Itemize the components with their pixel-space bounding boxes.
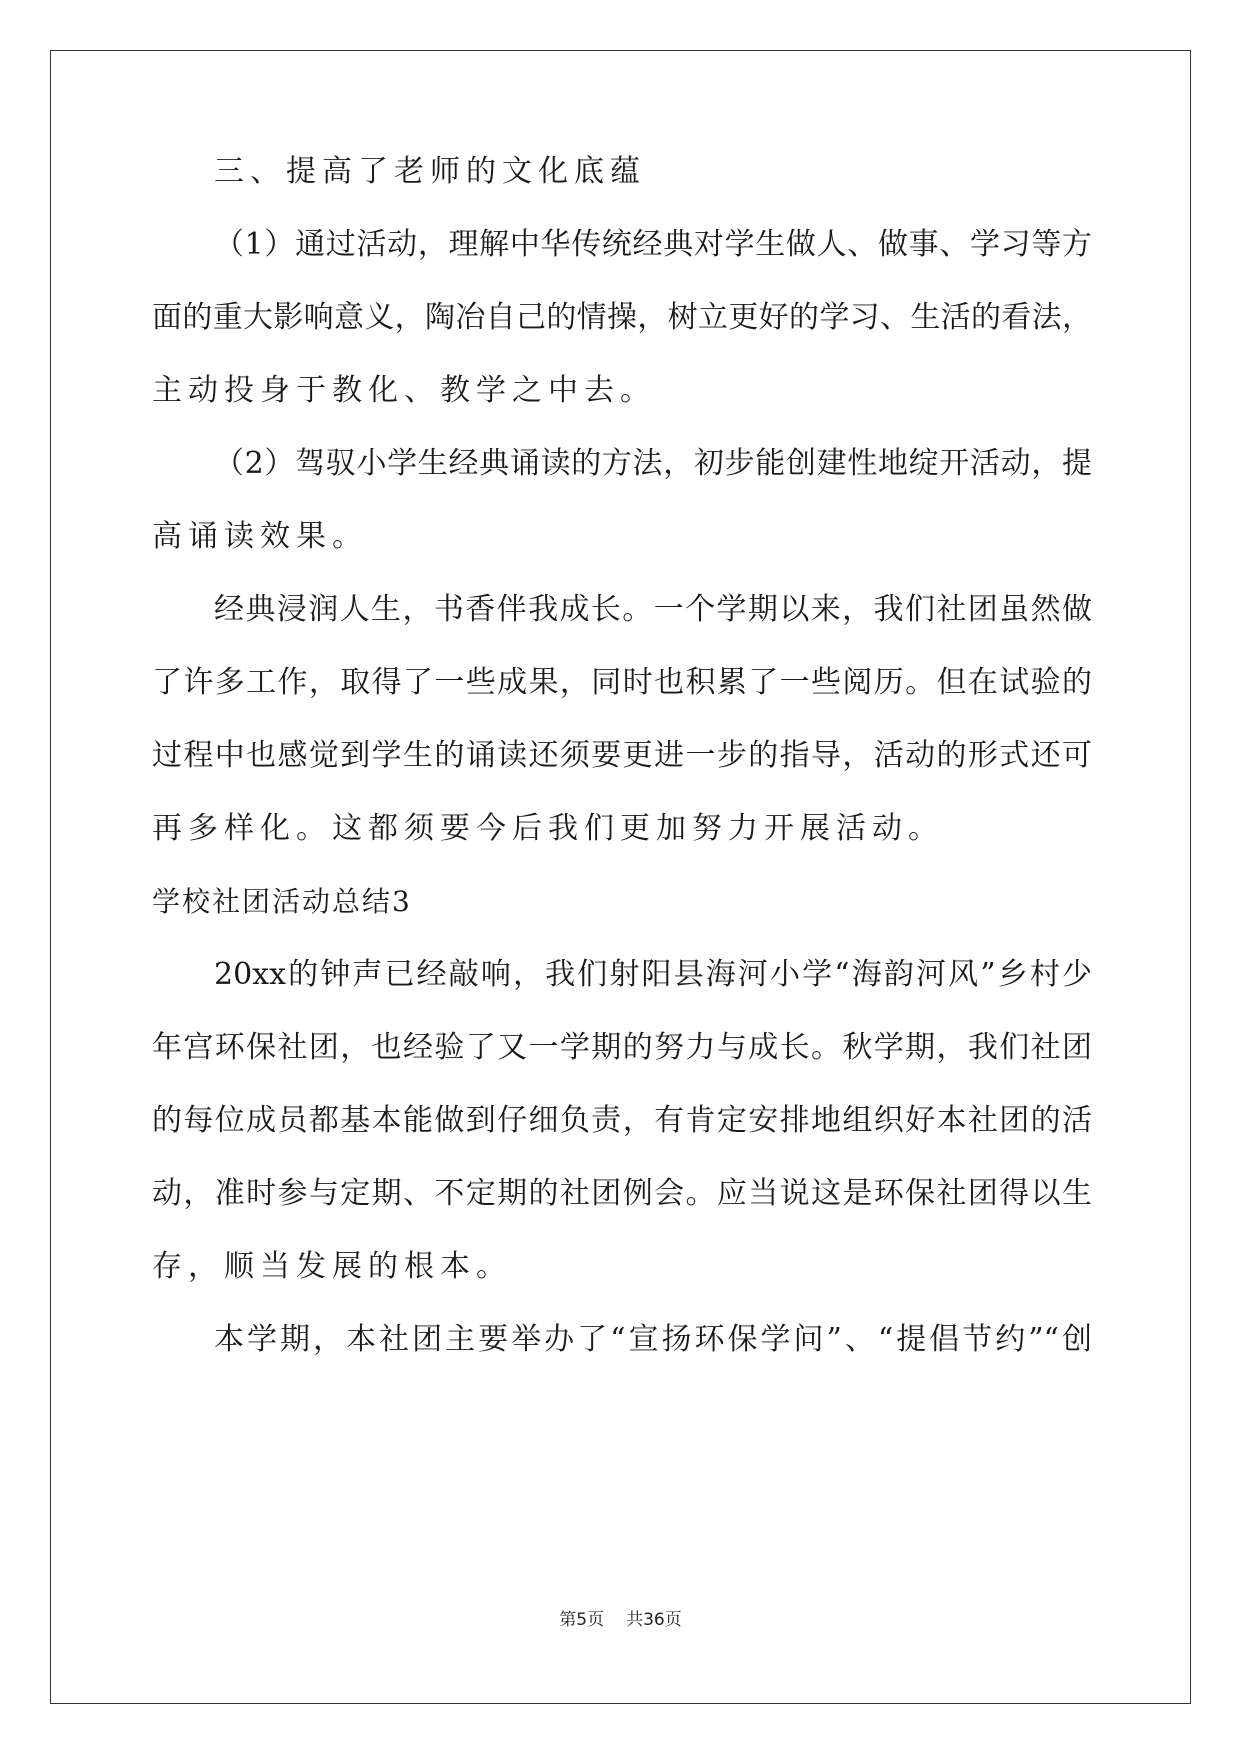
paragraph-line: 本学期，本社团主要举办了“宣扬环保学问”、“提倡节约”“创 — [214, 1322, 1092, 1357]
paragraph-line: （2）驾驭小学生经典诵读的方法，初步能创建性地绽开活动，提 — [214, 446, 1092, 481]
section-title: 学校社团活动总结3 — [152, 885, 412, 918]
paragraph-line: 的每位成员都基本能做到仔细负责，有肯定安排地组织好本社团的活 — [152, 1103, 1092, 1138]
paragraph-line: 动，准时参与定期、不定期的社团例会。应当说这是环保社团得以生 — [152, 1176, 1092, 1211]
paragraph-line: 20xx的钟声已经敲响，我们射阳县海河小学“海韵河风”乡村少 — [214, 957, 1092, 992]
page-footer — [0, 1608, 1241, 1632]
page-number: 第5页 — [559, 1610, 605, 1630]
paragraph-line: 经典浸润人生，书香伴我成长。一个学期以来，我们社团虽然做 — [214, 592, 1092, 627]
section-heading: 三、提高了老师的文化底蕴 — [214, 154, 646, 189]
paragraph-line: 年宫环保社团，也经验了又一学期的努力与成长。秋学期，我们社团 — [152, 1030, 1092, 1065]
paragraph-line: 高诵读效果。 — [152, 519, 368, 554]
paragraph-line: 再多样化。这都须要今后我们更加努力开展活动。 — [152, 811, 944, 846]
paragraph-line: 面的重大影响意义，陶冶自己的情操，树立更好的学习、生活的看法， — [152, 300, 1092, 335]
paragraph-line: （1）通过活动，理解中华传统经典对学生做人、做事、学习等方 — [214, 227, 1092, 262]
paragraph-line: 了许多工作，取得了一些成果，同时也积累了一些阅历。但在试验的 — [152, 665, 1092, 700]
paragraph-line: 过程中也感觉到学生的诵读还须要更进一步的指导，活动的形式还可 — [152, 738, 1092, 773]
paragraph-line: 存，顺当发展的根本。 — [152, 1249, 512, 1284]
total-pages: 共36页 — [626, 1610, 682, 1630]
paragraph-line: 主动投身于教化、教学之中去。 — [152, 373, 656, 408]
